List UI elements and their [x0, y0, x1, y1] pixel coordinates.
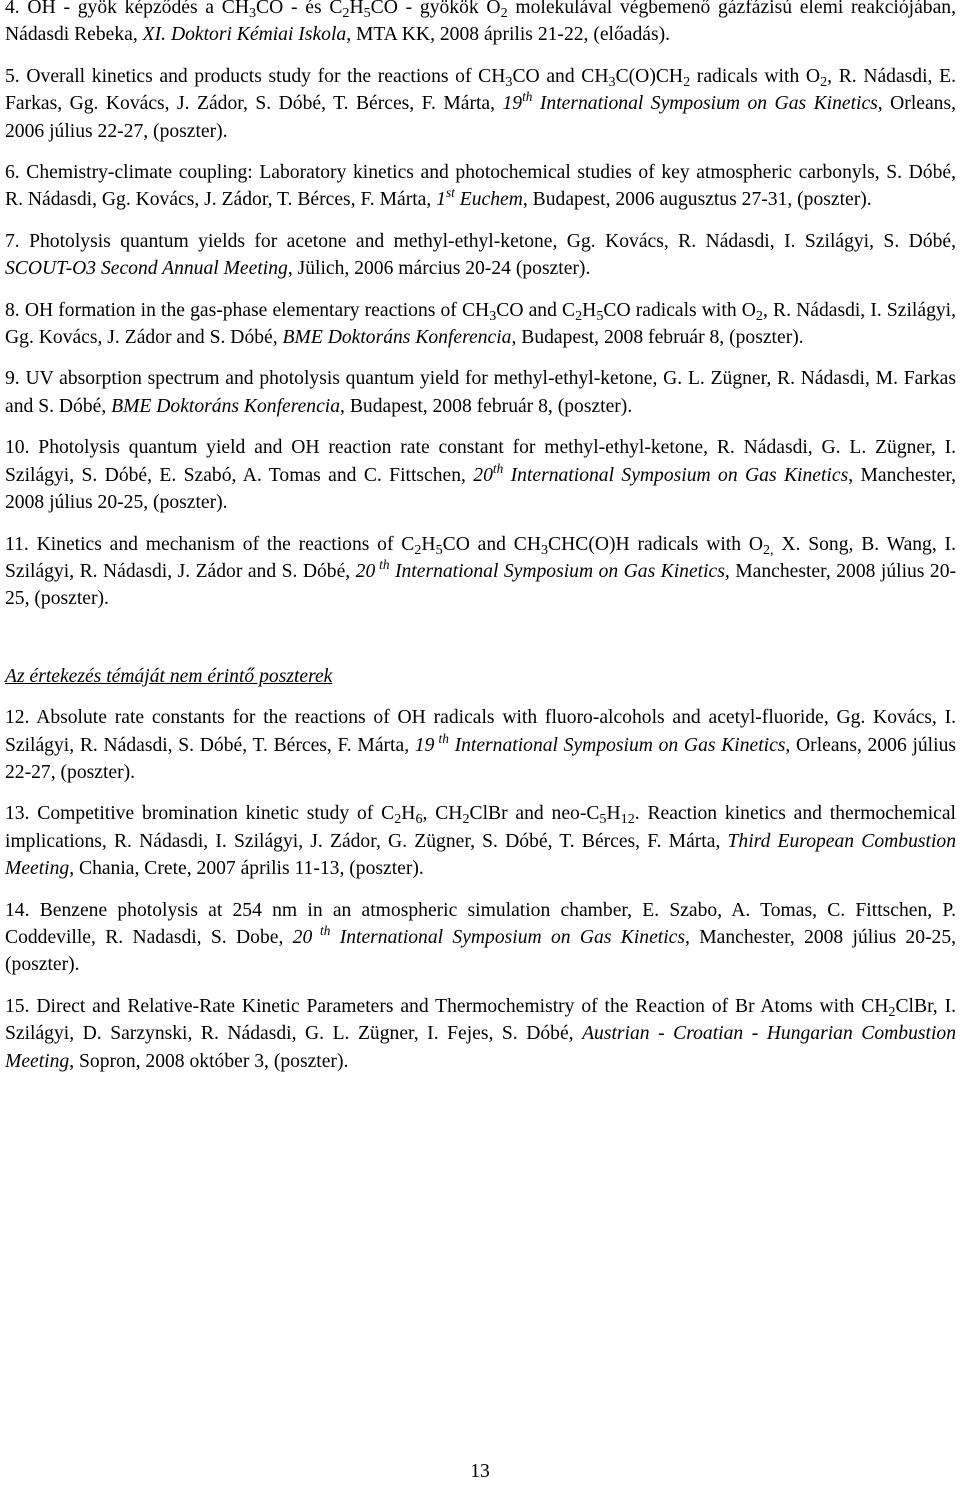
entry-spacer [5, 420, 956, 434]
entry-text-part: 2 [755, 307, 763, 324]
entry-spacer [5, 786, 956, 800]
publication-list-other [5, 704, 956, 1075]
entry-text-part: International Symposium on Gas Kinetics [330, 926, 685, 948]
section-title: Az értekezés témáját nem érintő poszterek [5, 665, 333, 687]
publication-entry-15 [5, 993, 956, 1075]
page-number: 13 [470, 1461, 490, 1482]
entry-spacer [5, 979, 956, 993]
entry-text-part: 4. OH - gyök képződés a CH [5, 0, 249, 18]
entry-text-part: 13. Competitive bromination kinetic study of C [5, 803, 395, 825]
entry-text-part: H [582, 299, 597, 321]
entry-text-part: 2 [342, 4, 350, 21]
entry-text-part: H [421, 533, 436, 555]
publication-entry-14 [5, 897, 956, 979]
entry-text-part: 2 [500, 4, 508, 21]
publication-entry-12 [5, 704, 956, 786]
entry-text-part: 19 [502, 93, 523, 115]
entry-text-part: 2 [888, 1003, 896, 1020]
entry-text-part: th [312, 922, 331, 938]
entry-text-part: XI. Doktori Kémiai Iskola [142, 24, 347, 46]
publication-entry-10 [5, 434, 956, 516]
entry-text-part: 2 [394, 811, 402, 828]
entry-text-part: International Symposium on Gas Kinetics [448, 734, 786, 756]
publication-entry-7 [5, 228, 956, 283]
entry-text-part: CO - gyökök O [370, 0, 501, 18]
entry-text-part: 3 [540, 541, 549, 558]
entry-text-part: , Sopron, 2008 október 3, (poszter). [69, 1050, 349, 1072]
entry-text-part: 1 [436, 189, 446, 211]
entry-text-part: , R. Nádasdi, I. Szilágyi, Gg. Kovács, J. Zádor and S. Dóbé, [5, 299, 957, 349]
entry-text-part: 20 [473, 464, 493, 486]
entry-text-part: st [445, 185, 455, 201]
entry-text-part: C(O)CH [615, 65, 684, 87]
entry-text-part: Third European Combustion Meeting [5, 830, 956, 880]
entry-text-part: , R. Nádasdi, E. Farkas, Gg. Kovács, J. Zádor, S. Dóbé, T. Bérces, F. Márta, [5, 65, 956, 115]
entry-text-part: 2 [820, 73, 828, 90]
entry-spacer [5, 145, 956, 159]
publication-list [5, 0, 956, 613]
entry-text-part: 2, [763, 541, 774, 558]
entry-text-part: Euchem [454, 189, 523, 211]
entry-text-part: ClBr and neo-C [469, 803, 600, 825]
entry-text-part: , Jülich, 2006 március 20-24 (poszter). [287, 258, 591, 280]
entry-text-part: CO and CH [442, 533, 541, 555]
entry-text-part: 5 [435, 541, 443, 558]
entry-text-part: 6 [415, 811, 423, 828]
entry-text-part: 9. UV absorption spectrum and photolysis quantum yield for methyl-ethyl-ketone, G. L. Zügner, R. Nádasdi, M. Farkas and S. Dóbé, [5, 368, 956, 417]
entry-text-part: Austrian - Croatian - Hungarian Combustion Meeting [5, 1023, 957, 1072]
entry-text-part: , Budapest, 2008 február 8, (poszter). [340, 395, 633, 417]
entry-text-part: 5 [363, 4, 371, 21]
entry-text-part: CO and C [496, 299, 576, 321]
entry-text-part: , MTA KK, 2008 április 21-22, (előadás). [346, 24, 671, 46]
entry-text-part: th [522, 88, 533, 104]
entry-text-part: 6. Chemistry-climate coupling: Laboratory kinetics and photochemical studies of key atmospheric carbonyls, S. Dóbé, R. Nádasdi, Gg. Kovács, J. Zádor, T. Bérces, F. Márta, [5, 162, 956, 211]
entry-text-part: 12. Absolute rate constants for the reactions of OH radicals with fluoro-alcohols and acetyl-fluoride, Gg. Kovács, I. Szilágyi, R. Nádasdi, S. Dóbé, T. Bérces, F. Márta, [5, 707, 956, 756]
entry-text-part: 20 [292, 926, 313, 948]
entry-text-part: th [375, 556, 390, 572]
entry-text-part: 20 [355, 560, 376, 582]
entry-spacer [5, 351, 956, 365]
entry-spacer [5, 214, 956, 228]
entry-spacer [5, 49, 956, 63]
entry-spacer [5, 517, 956, 531]
entry-text-part: CO and CH [512, 65, 609, 87]
publication-entry-8 [5, 297, 956, 352]
entry-text-part: th [492, 460, 504, 476]
entry-text-part: 5 [596, 307, 604, 324]
entry-text-part: , Manchester, 2008 július 20-25, (poszter). [5, 464, 956, 514]
entry-text-part: International Symposium on Gas Kinetics [532, 93, 878, 115]
entry-text-part: 14. Benzene photolysis at 254 nm in an atmospheric simulation chamber, E. Szabo, A. Tomas, C. Fittschen, P. Coddeville, R. Nadasdi, S. Dobe, [5, 899, 956, 948]
entry-text-part: 19 [414, 734, 435, 756]
publication-entry-13 [5, 800, 956, 882]
entry-text-part: , Manchester, 2008 július 20-25, (poszter). [5, 926, 957, 976]
entry-text-part: , CH [422, 803, 463, 825]
entry-text-part: International Symposium on Gas Kinetics [389, 560, 725, 582]
entry-text-part: CHC(O)H radicals with O [548, 533, 763, 555]
entry-text-part: 10. Photolysis quantum yield and OH reaction rate constant for methyl-ethyl-ketone, R. Nádasdi, G. L. Zügner, I. Szilágyi, S. Dóbé, E. Szabó, A. Tomas and C. Fittschen, [5, 437, 956, 486]
entry-text-part: ClBr, I. Szilágyi, D. Sarzynski, R. Nádasdi, G. L. Zügner, I. Fejes, S. Dóbé, [5, 995, 956, 1045]
entry-text-part: 2 [462, 811, 470, 828]
entry-text-part: . Reaction kinetics and thermochemical implications, R. Nádasdi, I. Szilágyi, J. Zádor, G. Zügner, S. Dóbé, T. Bérces, F. Márta, [5, 803, 957, 852]
publication-entry-9 [5, 365, 956, 420]
entry-text-part: SCOUT-O3 Second Annual Meeting [5, 258, 288, 280]
entry-text-part: 2 [575, 307, 583, 324]
entry-text-part: , Orleans, 2006 július 22-27, (poszter). [5, 93, 956, 142]
entry-text-part: H [401, 803, 416, 825]
entry-text-part: 5. Overall kinetics and products study for the reactions of CH [5, 65, 506, 87]
entry-text-part: X. Song, B. Wang, I. Szilágyi, R. Nádasdi, J. Zádor and S. Dóbé, [5, 533, 956, 582]
publication-entry-4 [5, 0, 956, 49]
publication-entry-5 [5, 63, 956, 145]
entry-text-part: th [434, 730, 449, 746]
entry-text-part: H [349, 0, 364, 18]
entry-text-part: 3 [505, 73, 513, 90]
publication-entry-6 [5, 159, 956, 214]
entry-text-part: , Orleans, 2006 július 22-27, (poszter). [5, 734, 956, 783]
entry-text-part: 2 [414, 541, 422, 558]
entry-spacer [5, 283, 956, 297]
entry-text-part: 7. Photolysis quantum yields for acetone and methyl-ethyl-ketone, Gg. Kovács, R. Nádasdi, I. Szilágyi, S. Dóbé, [5, 230, 956, 252]
entry-text-part: BME Doktoráns Konferencia [282, 327, 512, 349]
entry-text-part: 3 [489, 307, 497, 324]
entry-text-part: BME Doktoráns Konferencia [111, 395, 341, 417]
entry-text-part: 3 [248, 4, 257, 21]
entry-text-part: molekulával végbemenő gázfázisú elemi reakciójában, Nádasdi Rebeka, [5, 0, 956, 46]
entry-text-part: , Budapest, 2006 augusztus 27-31, (poszter). [522, 189, 872, 211]
entry-text-part: 8. OH formation in the gas-phase elementary reactions of CH [5, 299, 490, 321]
section-spacer [5, 690, 956, 704]
entry-text-part: , Chania, Crete, 2007 április 11-13, (poszter). [69, 858, 424, 880]
entry-text-part: 12 [620, 811, 635, 828]
entry-text-part: 15. Direct and Relative-Rate Kinetic Parameters and Thermochemistry of the Reaction of Br Atoms with CH [5, 995, 889, 1017]
entry-text-part: 2 [683, 73, 691, 90]
entry-spacer [5, 883, 956, 897]
section-spacer [5, 613, 956, 663]
entry-text-part: 11. Kinetics and mechanism of the reactions of C [5, 533, 415, 555]
entry-text-part: , Manchester, 2008 július 20-25, (poszter). [5, 560, 957, 610]
entry-text-part: International Symposium on Gas Kinetics [503, 464, 849, 486]
entry-text-part: CO - és C [256, 0, 343, 18]
entry-text-part: radicals with O [690, 65, 821, 87]
entry-text-part: , Budapest, 2008 február 8, (poszter). [511, 327, 804, 349]
entry-text-part: 3 [608, 73, 616, 90]
publication-entry-11 [5, 531, 956, 613]
entry-text-part: H [606, 803, 621, 825]
entry-text-part: 5 [599, 811, 607, 828]
entry-text-part: CO radicals with O [603, 299, 756, 321]
